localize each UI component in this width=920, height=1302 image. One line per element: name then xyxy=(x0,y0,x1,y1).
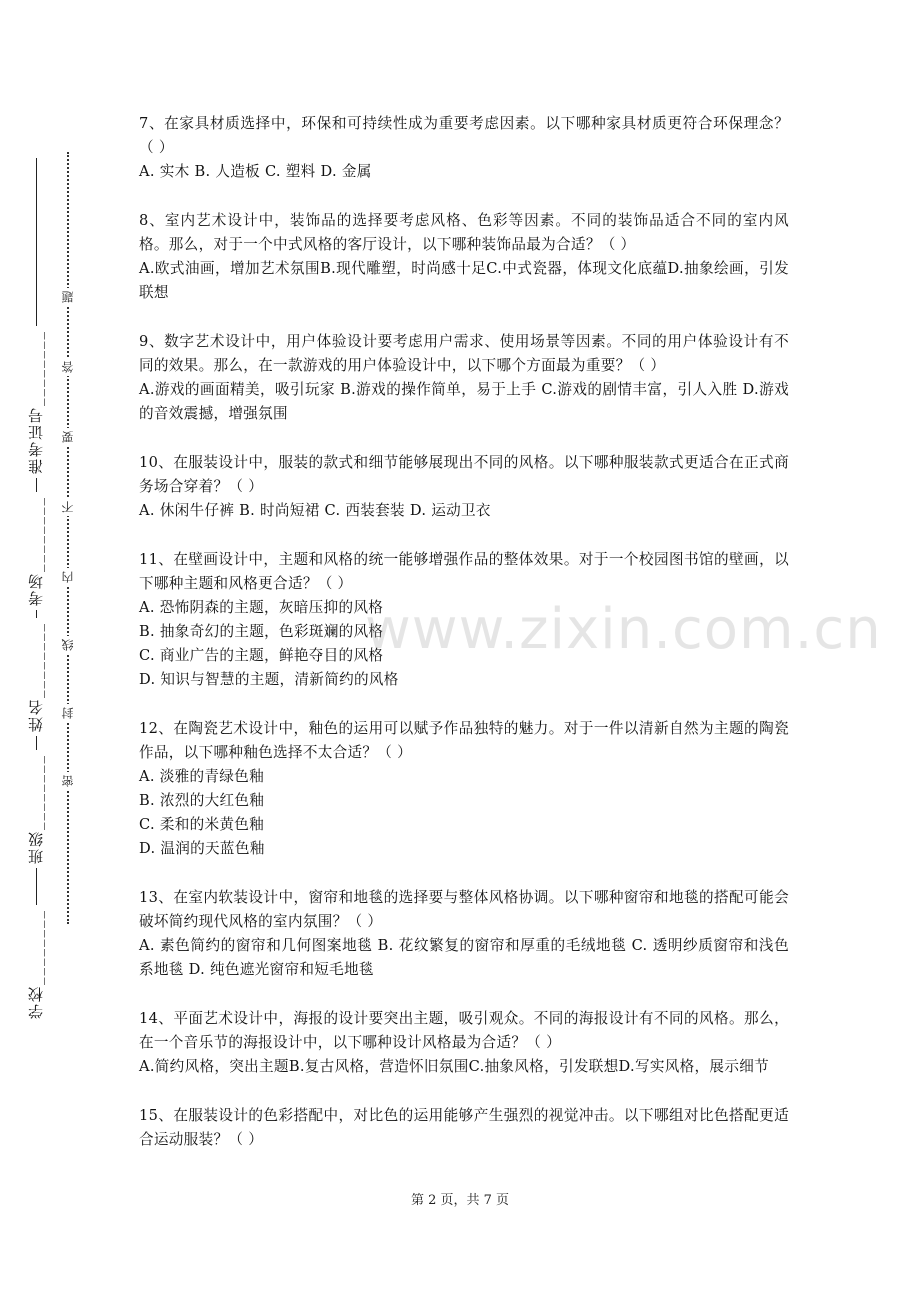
binding-strip xyxy=(0,0,120,1302)
question-options: A. 实木 B. 人造板 C. 塑料 D. 金属 xyxy=(139,163,372,180)
seal-char: 封 xyxy=(59,704,77,722)
question-option: D. 温润的天蓝色釉 xyxy=(139,840,265,857)
question-stem: 15、在服装设计的色彩搭配中，对比色的运用能够产生强烈的视觉冲击。以下哪组对比色搭配更适合运动服装？（ ） xyxy=(139,1107,789,1148)
seal-char: 要 xyxy=(59,428,77,446)
question-option: C. 柔和的米黄色釉 xyxy=(139,816,265,833)
question-12 xyxy=(139,717,789,861)
question-15 xyxy=(139,1104,789,1152)
question-list xyxy=(139,112,789,1177)
question-8 xyxy=(139,209,789,305)
question-stem: 14、平面艺术设计中，海报的设计要突出主题，吸引观众。不同的海报设计有不同的风格。那么，在一个音乐节的海报设计中，以下哪种设计风格最为合适？（ ） xyxy=(139,1010,789,1051)
question-7 xyxy=(139,112,789,184)
question-13 xyxy=(139,886,789,982)
exam-room-field: 考场________ xyxy=(22,492,50,610)
question-option: A. 恐怖阴森的主题，灰暗压抑的风格 xyxy=(139,599,384,616)
question-options: A. 素色简约的窗帘和几何图案地毯 B. 花纹繁复的窗帘和厚重的毛绒地毯 C. 透明纱质窗帘和浅色系地毯 D. 纯色遮光窗帘和短毛地毯 xyxy=(139,937,789,978)
question-stem: 8、室内艺术设计中，装饰品的选择要考虑风格、色彩等因素。不同的装饰品适合不同的室内风格。那么，对于一个中式风格的客厅设计，以下哪种装饰品最为合适？（ ） xyxy=(139,212,789,253)
question-stem: 13、在室内软装设计中，窗帘和地毯的选择要与整体风格协调。以下哪种窗帘和地毯的搭配可能会破坏简约现代风格的室内氛围？（ ） xyxy=(139,889,789,930)
class-field: 班级________ xyxy=(22,750,50,868)
question-options: A. 休闲牛仔裤 B. 时尚短裙 C. 西装套装 D. 运动卫衣 xyxy=(139,502,491,519)
seal-char: 题 xyxy=(59,288,77,306)
seal-char: 内 xyxy=(59,568,77,586)
question-options: A.欧式油画，增加艺术氛围B.现代雕塑，时尚感十足C.中式瓷器，体现文化底蕴D.抽象绘画，引发联想 xyxy=(139,260,789,301)
school-field: 学校________ xyxy=(22,905,50,1023)
question-stem: 7、在家具材质选择中，环保和可持续性成为重要考虑因素。以下哪种家具材质更符合环保理念？（ ） xyxy=(139,115,789,156)
question-option: D. 知识与智慧的主题，清新简约的风格 xyxy=(139,671,399,688)
binding-dotted-line xyxy=(67,152,69,924)
question-options: A.简约风格，突出主题B.复古风格，营造怀旧氛围C.抽象风格，引发联想D.写实风格，展示细节 xyxy=(139,1058,770,1075)
seal-char: 线 xyxy=(59,636,77,654)
seal-char: 不 xyxy=(59,498,77,516)
question-option: C. 商业广告的主题，鲜艳夺目的风格 xyxy=(139,647,384,664)
seal-char: 密 xyxy=(59,772,77,790)
question-14 xyxy=(139,1007,789,1079)
question-9 xyxy=(139,330,789,426)
question-option: B. 浓烈的大红色釉 xyxy=(139,792,265,809)
name-field: 姓名________ xyxy=(22,618,50,736)
ticket-number-field: 准考证号________ xyxy=(22,326,50,478)
question-stem: 12、在陶瓷艺术设计中，釉色的运用可以赋予作品独特的魅力。对于一件以清新自然为主题的陶瓷作品，以下哪种釉色选择不太合适？（ ） xyxy=(139,720,789,761)
question-stem: 9、数字艺术设计中，用户体验设计要考虑用户需求、使用场景等因素。不同的用户体验设计有不同的效果。那么，在一款游戏的用户体验设计中，以下哪个方面最为重要？（ ） xyxy=(139,333,789,374)
question-stem: 11、在壁画设计中，主题和风格的统一能够增强作品的整体效果。对于一个校园图书馆的壁画，以下哪种主题和风格更合适？（ ） xyxy=(139,551,789,592)
question-10 xyxy=(139,451,789,523)
watermark: www.zixin.com.cn xyxy=(365,597,882,662)
question-options: A.游戏的画面精美，吸引玩家 B.游戏的操作简单，易于上手 C.游戏的剧情丰富，引人入胜 D.游戏的音效震撼，增强氛围 xyxy=(139,381,789,422)
page-number: 第 2 页，共 7 页 xyxy=(410,1193,510,1208)
question-option: A. 淡雅的青绿色釉 xyxy=(139,768,264,785)
question-stem: 10、在服装设计中，服装的款式和细节能够展现出不同的风格。以下哪种服装款式更适合在正式商务场合穿着？（ ） xyxy=(139,454,789,495)
question-option: B. 抽象奇幻的主题，色彩斑斓的风格 xyxy=(139,623,384,640)
seal-char: 答 xyxy=(59,358,77,376)
question-11 xyxy=(139,548,789,692)
